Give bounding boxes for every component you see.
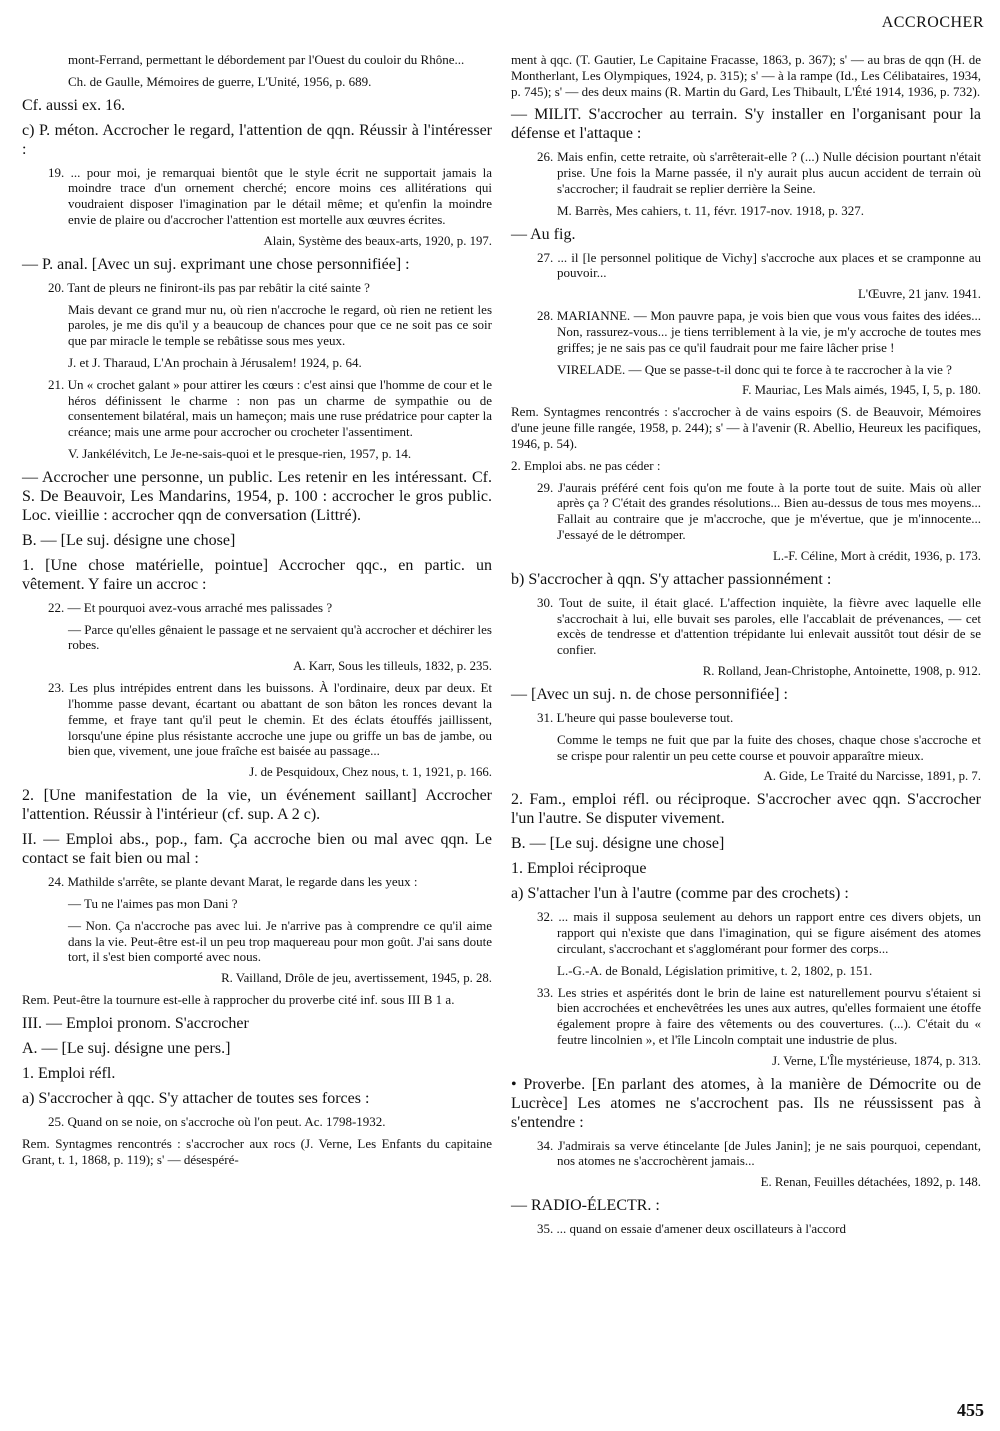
text-block: A. Karr, Sous les tilleuls, 1832, p. 235. [293,659,492,674]
text-block: Comme le temps ne fuit que par la fuite des choses, chaque chose s'accroche et se crispe pour ralentir un peu cette course et pouvoir apparaître mieux. [557,731,981,763]
text-block: A. — [Le suj. désigne une pers.] [22,1039,231,1057]
text-block: 1. [Une chose matérielle, pointue] Accrocher qqc., en partic. un vêtement. Y faire un accroc : [22,556,492,593]
text-block: — Parce qu'elles gênaient le passage et ne servaient qu'à accrocher et déchirer les robes. [68,621,492,653]
text-block: 23. Les plus intrépides entrent dans les buissons. À l'ordinaire, deux par deux. Et l'homme passe devant, écartant ou abattant de son bâton les ronces devant la femme, et fraye tant qu'il peut le chemin. Et des éclats étouffés jaillissent, lorsqu'une épine plus résistante accroche une jupe ou griffe un bas de jambe, ou bien que, vivement, une joue fraîche est baisée au passage... [48,680,492,759]
text-block: 25. Quand on se noie, on s'accroche où l'on peut. Ac. 1798-1932. [48,1113,386,1129]
right-column [511,52,981,1243]
text-block: 21. Un « crochet galant » pour attirer les cœurs : c'est ainsi que l'homme de cour et le héros définissent le charme : non pas un charme de sympathie ou de consentement bilatéral, mais un hameçon; mais une ruse prédatrice pour capter la créance; mais une arme pour accrocher ou crocheter l'assentiment. [48,376,492,440]
text-block: R. Vailland, Drôle de jeu, avertissement, 1945, p. 28. [221,971,492,986]
text-block: Alain, Système des beaux-arts, 1920, p. 197. [263,233,492,248]
text-block: — Non. Ça n'accroche pas avec lui. Je n'arrive pas à comprendre ce qu'il aime dans la vie. Peut-être est-il un peu trop maquereau pour mon goût. J'ai sans doute tort, il s'est bien comporté avec nous. [68,917,492,965]
text-block: II. — Emploi abs., pop., fam. Ça accroche bien ou mal avec qqn. Le contact se fait bien ou mal : [22,831,492,868]
text-block: Ch. de Gaulle, Mémoires de guerre, L'Unité, 1956, p. 689. [68,73,372,89]
text-block: Mais devant ce grand mur nu, où rien n'accroche le regard, où rien ne retient les paroles, je me dis qu'il y a beaucoup de chances pour que ce ne soit pas ce soir que par miracle le temple se rebâtisse sous mes yeux. [68,301,492,349]
text-block: VIRELADE. — Que se passe-t-il donc qui te force à te raccrocher à la vie ? [557,361,952,377]
text-block: 1. Emploi réciproque [511,860,647,878]
text-block: A. Gide, Le Traité du Narcisse, 1891, p. 7. [763,769,981,784]
text-block: c) P. méton. Accrocher le regard, l'attention de qqn. Réussir à l'intéresser : [22,121,492,158]
text-block: 27. ... il [le personnel politique de Vichy] s'accroche aux places et se cramponne au pouvoir... [537,249,981,281]
text-block: — Au fig. [511,225,576,243]
text-block: 29. J'aurais préféré cent fois qu'on me foute à la porte tout de suite. Mais où aller après ça ? C'était des grandes résolutions... Bien au-dessus de tous mes moyens... Fallait au contraire que je m'accroche, que je m'évertue, que je m'innocente... J'essayé de le détromper. [537,479,981,542]
text-block: 31. L'heure qui passe bouleverse tout. [537,709,734,725]
text-block: 2. [Une manifestation de la vie, un événement saillant] Accrocher l'attention. Réussir à l'intérieur (cf. sup. A 2 c). [22,787,492,824]
text-block: — P. anal. [Avec un suj. exprimant une chose personnifiée] : [22,255,410,273]
left-column [22,52,492,1173]
text-block: 1. Emploi réfl. [22,1064,116,1082]
text-block: L.-F. Céline, Mort à crédit, 1936, p. 173. [773,548,981,563]
text-block: 2. Emploi abs. ne pas céder : [511,457,661,473]
text-block: J. et J. Tharaud, L'An prochain à Jérusalem! 1924, p. 64. [68,354,362,370]
text-block: • Proverbe. [En parlant des atomes, à la manière de Démocrite ou de Lucrèce] Les atomes ne s'accrochent pas. Ils ne réussissent pas à s'entendre : [511,1075,981,1131]
text-block: E. Renan, Feuilles détachées, 1892, p. 148. [760,1175,981,1190]
text-block: mont-Ferrand, permettant le débordement par l'Ouest du couloir du Rhône... [68,52,465,67]
text-block: — RADIO-ÉLECTR. : [511,1197,660,1215]
text-block: — Tu ne l'aimes pas mon Dani ? [68,895,238,911]
running-head: ACCROCHER [881,14,984,31]
text-block: — Accrocher une personne, un public. Les retenir en les intéressant. Cf. S. De Beauvoir, Les Mandarins, 1954, p. 100 : accrocher le gros public. Loc. vieillie : accrocher qqn de conversation (Littré). [22,468,492,524]
text-block: 32. ... mais il supposa seulement au dehors un rapport entre ces divers objets, un rapport qui n'existe que dans l'imagination, qui se figure aisément des atomes circulant, s'accrochant et s'agglomérant pour former des corps... [537,909,981,956]
text-block: ment à qqc. (T. Gautier, Le Capitaine Fracasse, 1863, p. 367); s' — au bras de qqn (H. de Montherlant, Les Olympiques, 1924, p. 315); s' — à la rampe (Id., Les Célibataires, 1934, p. 745); s' — des deux mains (R. Martin du Gard, Les Thibault, L'Été 1914, 1936, p. 732). [511,52,981,99]
text-block: M. Barrès, Mes cahiers, t. 11, févr. 1917-nov. 1918, p. 327. [557,202,865,218]
text-block: 35. ... quand on essaie d'amener deux oscillateurs à l'accord [537,1221,846,1237]
text-block: a) S'accrocher à qqc. S'y attacher de toutes ses forces : [22,1089,370,1107]
text-block: J. de Pesquidoux, Chez nous, t. 1, 1921, p. 166. [249,765,492,780]
text-block: Cf. aussi ex. 16. [22,96,126,114]
text-block: — [Avec un suj. n. de chose personnifiée] : [511,685,788,703]
text-block: B. — [Le suj. désigne une chose] [22,531,236,549]
text-block: J. Verne, L'Île mystérieuse, 1874, p. 313. [772,1053,981,1068]
text-block: 22. — Et pourquoi avez-vous arraché mes palissades ? [48,599,333,615]
text-block: III. — Emploi pronom. S'accrocher [22,1014,249,1032]
text-block: b) S'accrocher à qqn. S'y attacher passionnément : [511,570,832,588]
text-block: R. Rolland, Jean-Christophe, Antoinette, 1908, p. 912. [702,663,981,678]
text-block: 2. Fam., emploi réfl. ou réciproque. S'accrocher avec qqn. S'accrocher l'un l'autre. Se disputer vivement. [511,791,981,828]
text-block: — MILIT. S'accrocher au terrain. S'y installer en l'organisant pour la défense et l'attaque : [511,106,981,143]
text-block: 20. Tant de pleurs ne finiront-ils pas par rebâtir la cité sainte ? [48,279,370,295]
text-block: V. Jankélévitch, Le Je-ne-sais-quoi et le presque-rien, 1957, p. 14. [68,445,412,461]
text-block: 24. Mathilde s'arrête, se plante devant Marat, le regarde dans les yeux : [48,874,418,890]
text-block: F. Mauriac, Les Mals aimés, 1945, I, 5, p. 180. [742,383,981,398]
text-block: 28. MARIANNE. — Mon pauvre papa, je vois bien que vous vous faites des idées... Non, rassurez-vous... je tiens terriblement à la vie, je m'y accroche de toutes mes griffes; je ne sais pas ce qu'il faudrait pour me faire lâcher prise ! [537,308,981,355]
text-block: Rem. Peut-être la tournure est-elle à rapprocher du proverbe cité inf. sous III B 1 a. [22,992,455,1008]
text-block: L.-G.-A. de Bonald, Législation primitive, t. 2, 1802, p. 151. [557,962,873,978]
text-block: L'Œuvre, 21 janv. 1941. [857,287,981,302]
text-block: Rem. Syntagmes rencontrés : s'accrocher à de vains espoirs (S. de Beauvoir, Mémoires d'une jeune fille rangée, 1958, p. 244); s' — à l'avenir (R. Abellio, Heureux les pacifiques, 1946, p. 54). [511,404,981,451]
text-block: 19. ... pour moi, je remarquai bientôt que le style écrit ne supportait jamais la moindre trace d'un ornement cherché; encore moins ces allitérations qui voudraient disposer l'imagination par le détail même; et qu'enfin la moindre envie de plaire ou d'accrocher l'attention est mortelle aux œuvres écrites. [48,164,492,227]
page-number: 455 [957,1400,984,1420]
text-block: B. — [Le suj. désigne une chose] [511,835,725,853]
text-block: 33. Les stries et aspérités dont le brin de laine est naturellement pourvu s'étaient si bien accrochées et enchevêtrées les unes aux autres, qu'elles formaient une étoffe également propre à faire des vêtements ou des couvertures. (...). C'était du « feutre lincolnien », et l'île Lincoln comptait une industrie de plus. [537,984,981,1047]
text-block: 30. Tout de suite, il était glacé. L'affection inquiète, la fièvre avec laquelle elle s'accrochait à lui, elle buvait ses paroles, elle l'accablait de prévenances, — cet excès de tendresse et d'attention trépidante lui enlevait aussitôt tout désir de se confier. [537,594,981,658]
text-block: Rem. Syntagmes rencontrés : s'accrocher aux rocs (J. Verne, Les Enfants du capitaine Grant, t. 1, 1868, p. 119); s' — désespéré- [22,1135,492,1167]
text-block: 26. Mais enfin, cette retraite, où s'arrêterait-elle ? (...) Nulle décision pourtant n'était prise. Une fois la Marne passée, il n'y aurait plus aucun accident de terrain où s'accrocher; il faudrait se replier derrière la Seine. [537,149,981,196]
text-block: a) S'attacher l'un à l'autre (comme par des crochets) : [511,885,849,903]
text-block: 34. J'admirais sa verve étincelante [de Jules Janin]; je ne sais pourquoi, cependant, nos atomes ne s'accrochèrent jamais... [537,1137,981,1169]
